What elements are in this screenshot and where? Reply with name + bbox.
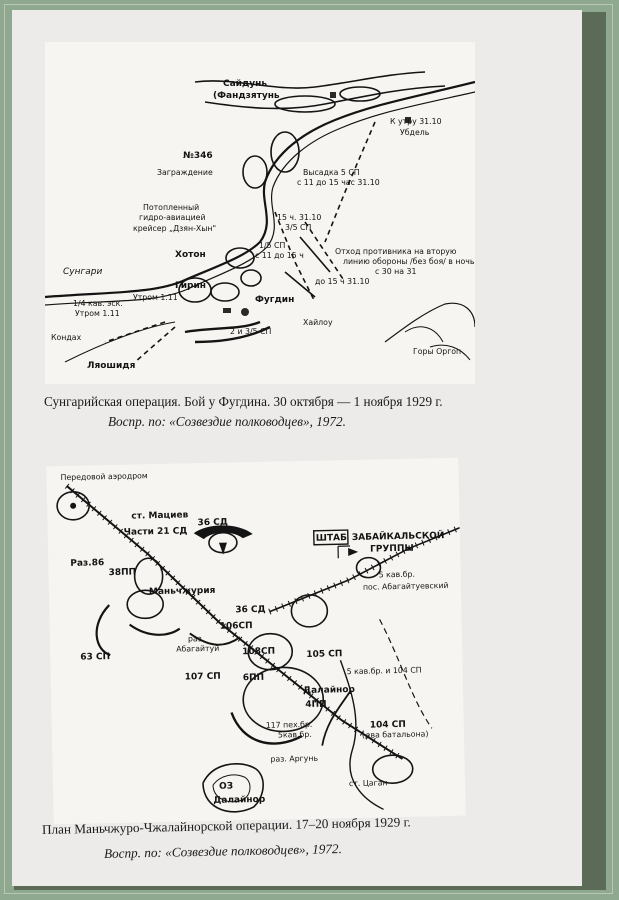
manchuria-map-drawing [46,458,465,825]
label-kondah: Кондах [51,333,82,342]
label-do15: до 15 ч 31.10 [315,277,370,286]
label-raz: раз. [187,634,205,644]
label-ubdel: Убдель [400,128,430,137]
label-girin: Гирин [175,281,207,291]
label-otkhod: Отход противника на вторую [335,247,457,256]
label-fugdin: Фугдин [255,295,295,305]
label-vysadka: Высадка 5 СП [303,168,360,177]
label-k-utru: К утру 31.10 [390,117,442,126]
label-108sp: 108СП [242,646,276,658]
label-zagrazhdenie: Заграждение [157,168,213,177]
label-3-5sp: 3/5 СП [285,223,312,232]
label-sungari: Сунгари [63,267,103,277]
label-1-5sp: 1/5 СП [259,241,286,250]
label-lyaoshidya: Ляошидя [87,361,136,371]
label-kreyser: крейсер „Дзян-Хын" [133,224,217,233]
label-6pp: 6ПП [242,672,265,684]
label-4pp: 4ПП [305,699,327,710]
label-saydun: Сайдунь [223,79,268,89]
book-page [12,10,582,886]
source-1: Воспр. по: «Созвездие полководцев», 1972. [108,414,346,429]
label-63sp: 63 СП [80,652,111,663]
label-gidroaviaciey: гидро-авиацией [139,213,206,222]
label-104sp: 104 СП [369,719,406,731]
label-chasti-21: Части 21 СД [123,526,188,538]
label-oz: ОЗ [218,781,234,792]
label-potoplenny: Потопленный [143,203,200,212]
manchuria-operation-map [46,458,465,825]
label-38pp: 38ПП [108,567,137,579]
label-otkhod2: линию обороны /без боя/ в ночь [343,257,475,266]
label-utrom2: Утром 1.11 [75,309,120,318]
label-kav-esk: 1/4 кав. эск. [73,299,123,308]
label-5kav-104: 5 кав.бр. и 104 СП [346,665,422,677]
source-2: Воспр. по: «Созвездие полководцев», 1972. [103,841,342,861]
label-15ch: 15 ч. 31.10 [277,213,322,222]
label-tsagan: ст. Цаган [348,778,388,789]
label-106sp: 106СП [219,621,253,632]
label-two-bat: (два батальона) [361,729,429,740]
label-2-3-5sp: 2 и 3/5 СП [230,327,272,336]
label-shtab: ШТАБ [315,533,348,544]
label-raz86: Раз.86 [70,558,105,569]
label-zabaykal: ЗАБАЙКАЛЬСКОЙ [351,531,445,543]
label-argun: раз. Аргунь [270,753,319,764]
label-manchzhuria: Маньчжурия [148,585,216,598]
sungari-operation-map [45,42,475,384]
label-dalaynor2: Далайнор [213,794,266,806]
label-36sd-b: 36 СД [235,604,266,616]
label-matsiev: ст. Мациев [131,510,189,522]
label-aerodrome: Передовой аэродром [60,471,148,483]
label-gory: Горы Оргоп [413,347,462,356]
label-haylou: Хайлоу [303,318,333,327]
caption-2: План Маньчжуро-Чжалайнорской операции. 17–20 ноября 1929 г. [41,814,411,837]
sungari-map-drawing [45,42,475,384]
label-5kavbr: 5 кав.бр. [378,569,415,580]
label-105sp: 105 СП [306,649,343,660]
label-utrom1: Утром 1.11 [133,293,178,302]
label-fandzyatun: (Фандзятунь [213,91,280,101]
label-hoton: Хотон [175,250,206,260]
label-dalaynor: Далайнор [302,684,356,697]
label-346: №346 [183,151,213,161]
caption-1: Сунгарийская операция. Бой у Фугдина. 30 октября — 1 ноября 1929 г. [44,394,443,409]
label-117: 117 пех.бр. [265,719,313,730]
label-abagaytuy2: Абагайтуй [176,643,220,654]
label-5kav: 5кав.бр. [277,729,312,740]
label-11-15: с 11 до 15 ч [255,251,304,260]
label-vysadka-time: с 11 до 15 час 31.10 [297,178,380,187]
label-gruppy: ГРУППЫ [370,543,414,555]
label-otkhod3: с 30 на 31 [375,267,417,276]
label-36sd-a: 36 СД [197,517,228,529]
label-abagaytuy: пос. Абагайтуевский [362,580,449,592]
label-107sp: 107 СП [184,671,221,683]
